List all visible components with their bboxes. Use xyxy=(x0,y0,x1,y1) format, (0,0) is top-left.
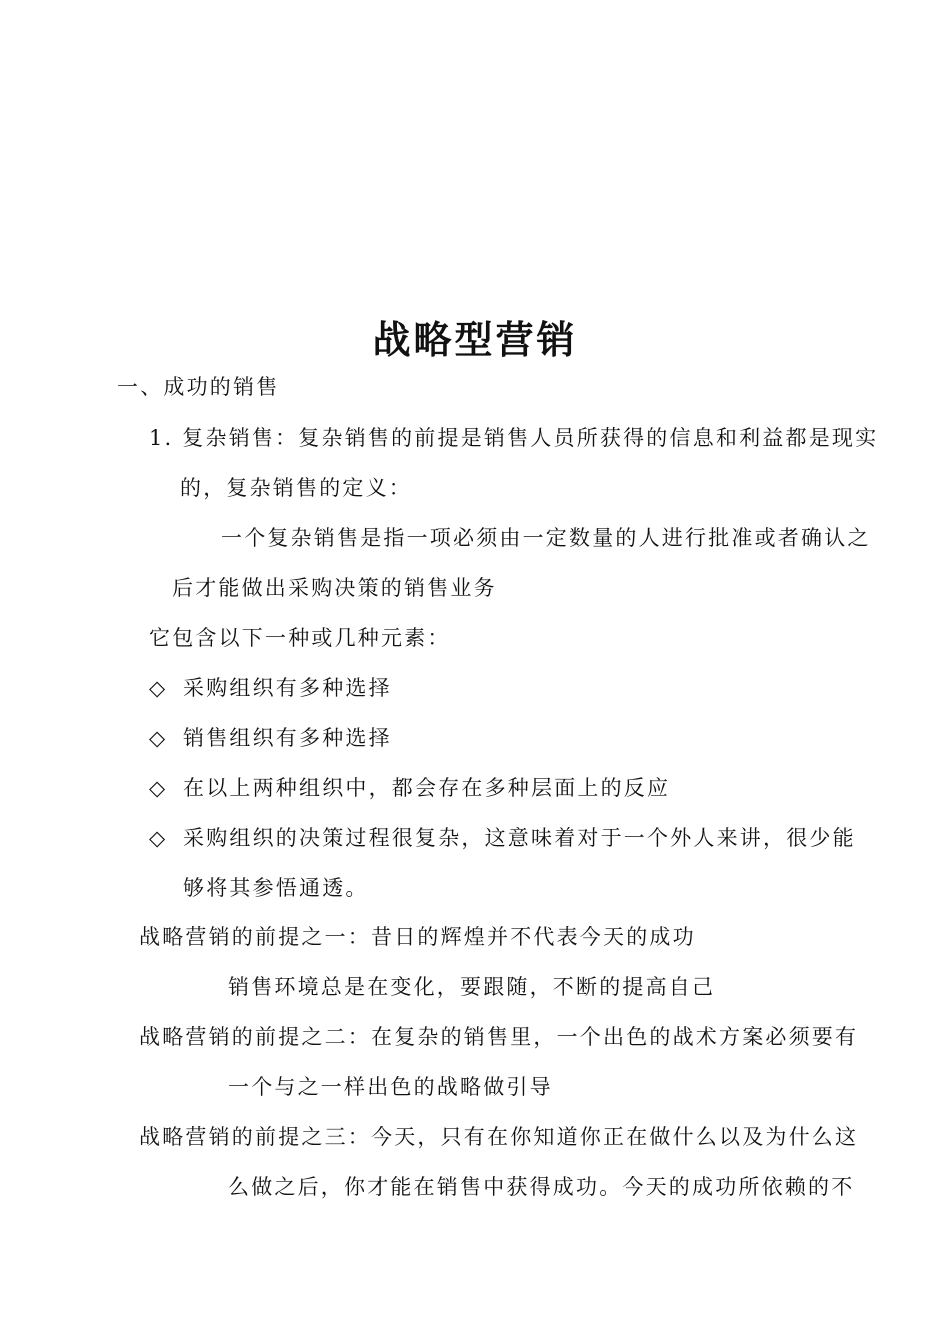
definition-line2: 后才能做出采购决策的销售业务 xyxy=(172,576,497,600)
elements-intro: 它包含以下一种或几种元素： xyxy=(149,626,451,650)
premise3-line2: 么做之后，你才能在销售中获得成功。今天的成功所依赖的不 xyxy=(228,1175,855,1199)
document-title: 战略型营销 xyxy=(372,317,578,362)
diamond-bullet-icon: ◇ xyxy=(149,776,168,800)
premise2-line1: 战略营销的前提之二：在复杂的销售里，一个出色的战术方案必须要有 xyxy=(139,1025,859,1049)
diamond-bullet-icon: ◇ xyxy=(149,826,168,850)
list-item xyxy=(149,773,670,803)
list-item-continuation: 够将其参悟通透。 xyxy=(183,876,369,900)
definition-line1: 一个复杂销售是指一项必须由一定数量的人进行批准或者确认之 xyxy=(221,526,871,550)
item1-line2: 的，复杂销售的定义： xyxy=(180,476,412,500)
list-item-text: 采购组织的决策过程很复杂，这意味着对于一个外人来讲，很少能 xyxy=(183,826,856,850)
list-item-text: 销售组织有多种选择 xyxy=(183,726,392,750)
section-heading: 一、成功的销售 xyxy=(117,375,280,399)
premise1-line2: 销售环境总是在变化，要跟随，不断的提高自己 xyxy=(228,975,716,999)
list-item xyxy=(149,673,392,703)
list-item xyxy=(149,823,856,853)
list-item-text: 在以上两种组织中，都会存在多种层面上的反应 xyxy=(183,776,671,800)
premise3-line1: 战略营销的前提之三：今天，只有在你知道你正在做什么以及为什么这 xyxy=(139,1125,859,1149)
diamond-bullet-icon: ◇ xyxy=(149,726,168,750)
premise2-line2: 一个与之一样出色的战略做引导 xyxy=(228,1075,553,1099)
diamond-bullet-icon: ◇ xyxy=(149,676,168,700)
item1-line1: 1. 复杂销售：复杂销售的前提是销售人员所获得的信息和利益都是现实 xyxy=(149,426,879,450)
list-item-text: 采购组织有多种选择 xyxy=(183,676,392,700)
premise1-line1: 战略营销的前提之一：昔日的辉煌并不代表今天的成功 xyxy=(139,925,696,949)
list-item xyxy=(149,723,392,753)
